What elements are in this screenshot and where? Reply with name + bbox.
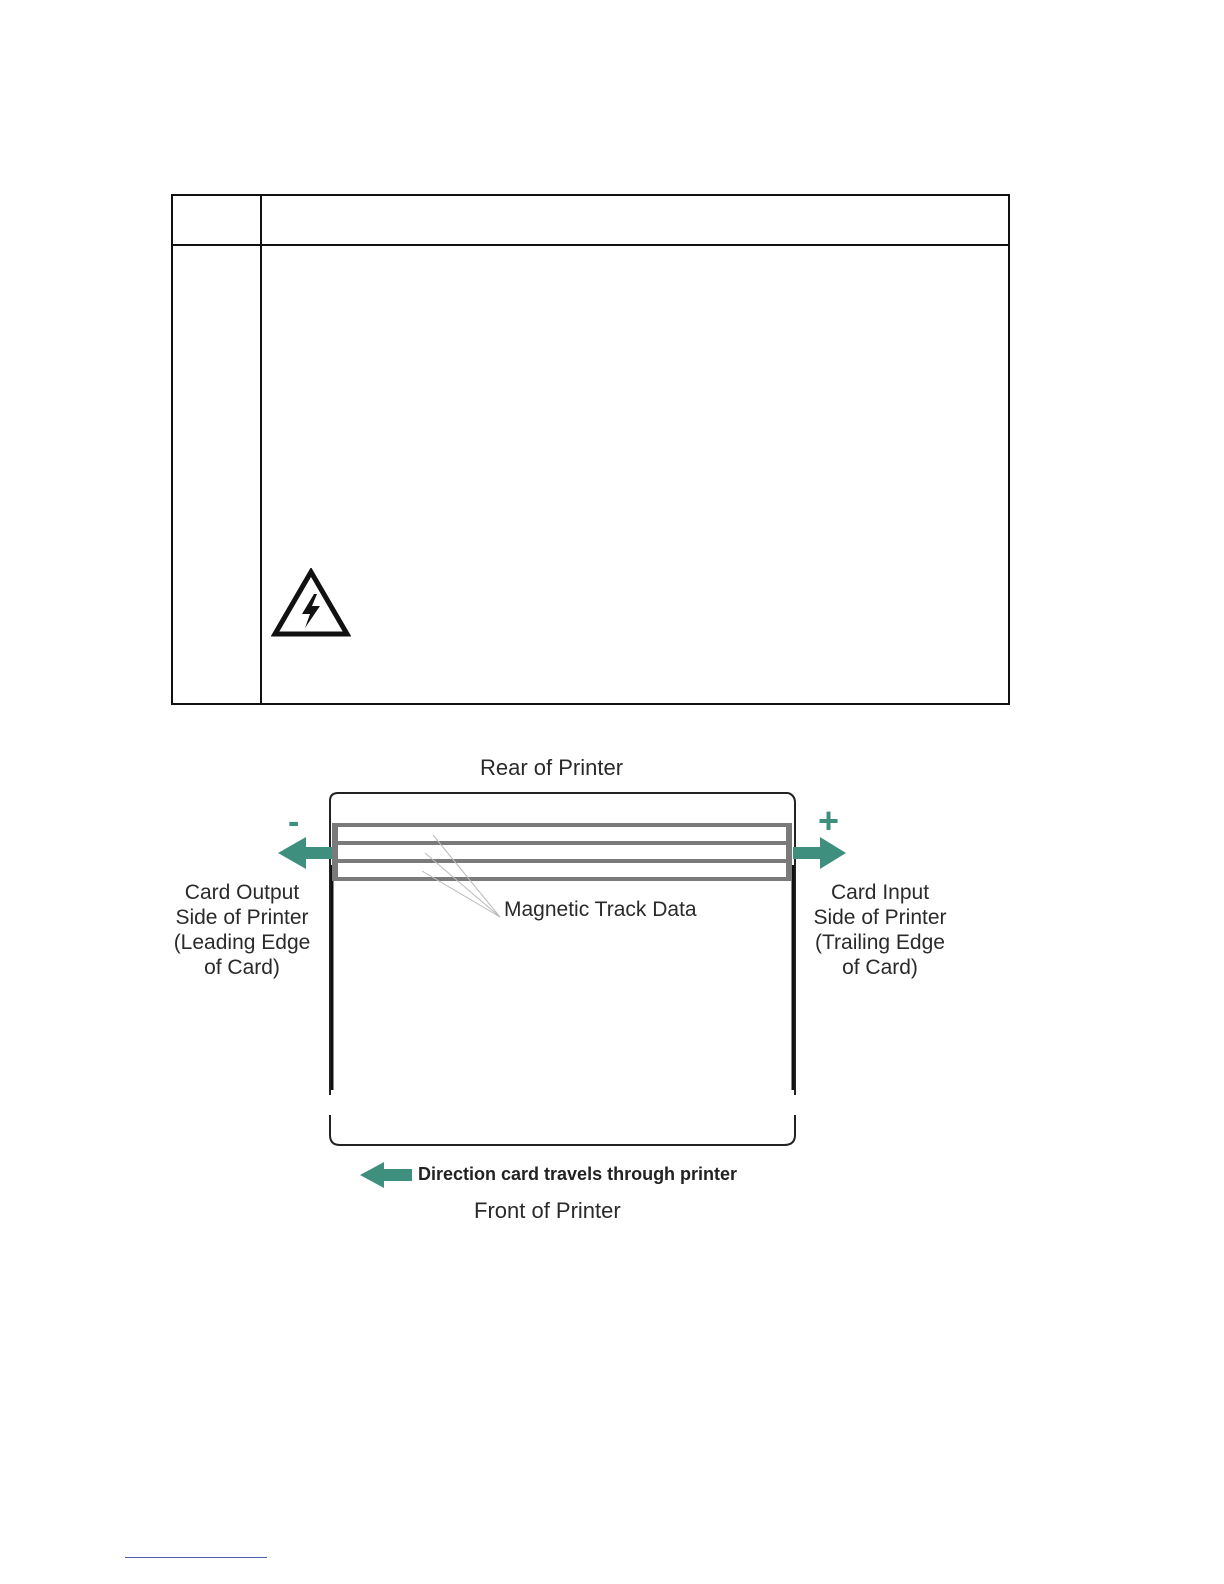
- card-output-side-label: Card Output Side of Printer (Leading Edge of Card): [173, 881, 311, 979]
- magnetic-track-label: Magnetic Track Data: [504, 898, 697, 921]
- table-header-divider: [173, 244, 1008, 246]
- track-2: [338, 845, 786, 859]
- procedure-table: [171, 194, 1010, 705]
- direction-label: Direction card travels through printer: [418, 1164, 738, 1184]
- track-3: [338, 863, 786, 877]
- direction-arrow: [360, 1162, 412, 1188]
- card-drawing: [160, 745, 990, 1235]
- front-of-printer-label: Front of Printer: [474, 1198, 621, 1223]
- footnote-rule: [125, 1557, 267, 1558]
- plus-sign: +: [818, 800, 840, 841]
- output-arrow: [278, 837, 332, 869]
- track-1: [338, 827, 786, 841]
- rear-of-printer-label: Rear of Printer: [480, 755, 624, 780]
- card-input-side-label: Card Input Side of Printer (Trailing Edge of Card): [813, 881, 947, 979]
- minus-sign: -: [288, 803, 300, 841]
- table-column-divider: [260, 196, 262, 703]
- card-orientation-diagram: [160, 745, 990, 1235]
- electrical-hazard-icon: [271, 568, 351, 638]
